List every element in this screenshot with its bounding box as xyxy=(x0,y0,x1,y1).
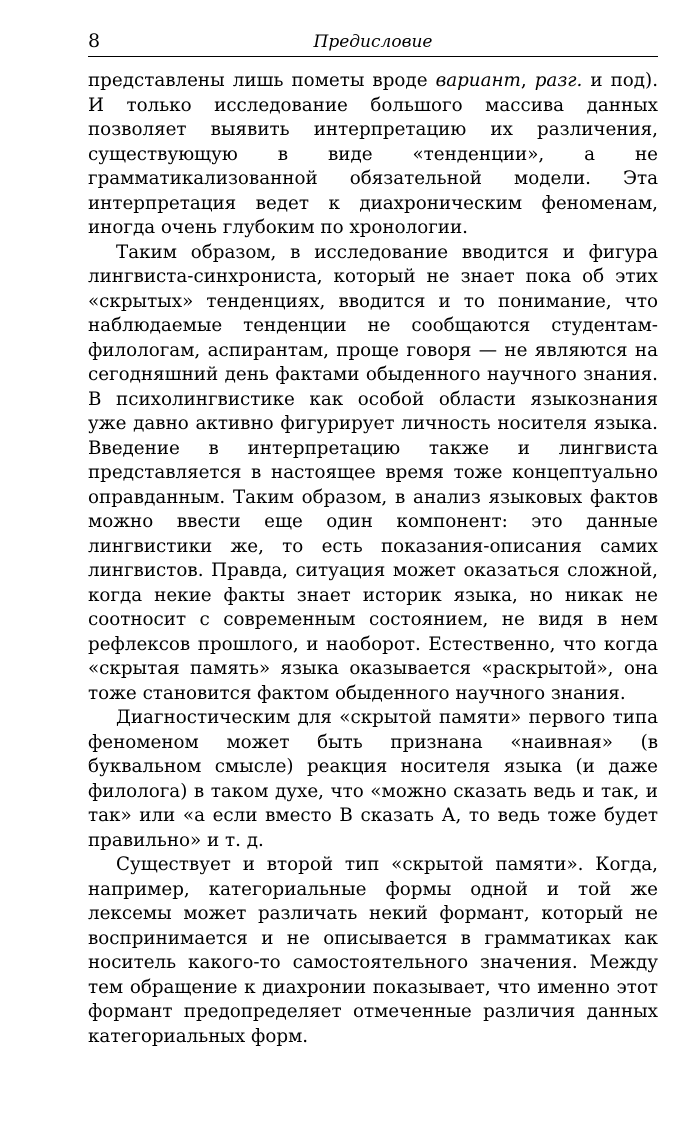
running-head xyxy=(88,26,658,57)
paragraph-1 xyxy=(88,69,658,241)
book-page xyxy=(88,26,658,1049)
paragraph-4: Существует и второй тип «скрытой памяти». Когда, например, категориальные формы одной и той же лексемы может различать некий формант, который не воспринимается и не описывается в грамматиках как носитель какого-то самостоятельного значения. Между тем обращение к диахронии показывает, что именно этот формант предопределяет отмеченные различия данных категориальных форм. xyxy=(88,854,658,1047)
paragraph-1-part-3: , xyxy=(520,70,535,91)
italic-term-razg: разг. xyxy=(534,70,583,91)
paragraph-1-part-1: представлены лишь пометы вроде xyxy=(88,70,436,91)
paragraph-1-part-5: и под). И только исследование большого массива данных позволяет выявить интерпретацию их различения, существующую в виде «тенденции», а не грамматикализованной обязательной модели. Эта интерпретация ведет к диахроническим феноменам, иногда очень глубоким по хронологии. xyxy=(88,70,659,238)
italic-term-variant: вариант xyxy=(435,70,521,91)
section-title: Предисловие xyxy=(313,32,433,52)
paragraph-3: Диагностическим для «скрытой памяти» первого типа феноменом может быть признана «наивная» (в буквальном смысле) реакция носителя языка (и даже филолога) в таком духе, что «можно сказать ведь и так, и так» или «а если вместо В сказать А, то ведь тоже будет правильно» и т. д. xyxy=(88,707,658,851)
paragraph-2: Таким образом, в исследование вводится и фигура лингвиста-синхрониста, который не знает пока об этих «скрытых» тенденциях, вводится и то понимание, что наблюдаемые тенденции не сообщаются студентам-филологам, аспирантам, проще говоря — не являются на сегодняшний день фактами обыденного научного знания. В психолингвистике как особой области языкознания уже давно активно фигурирует личность носителя языка. Введение в интерпретацию также и лингвиста представляется в настоящее время тоже концептуально оправданным. Таким образом, в анализ языковых фактов можно ввести еще один компонент: это данные лингвистики же, то есть показания-описания самих лингвистов. Правда, ситуация может оказаться сложной, когда некие факты знает историк языка, но никак не соотносит с современным состоянием, не видя в нем рефлексов прошлого, и наоборот. Естественно, что когда «скрытая память» языка оказывается «раскрытой», она тоже становится фактом обыденного научного знания. xyxy=(88,241,658,704)
body-text xyxy=(88,69,658,1049)
page-number: 8 xyxy=(88,30,101,52)
